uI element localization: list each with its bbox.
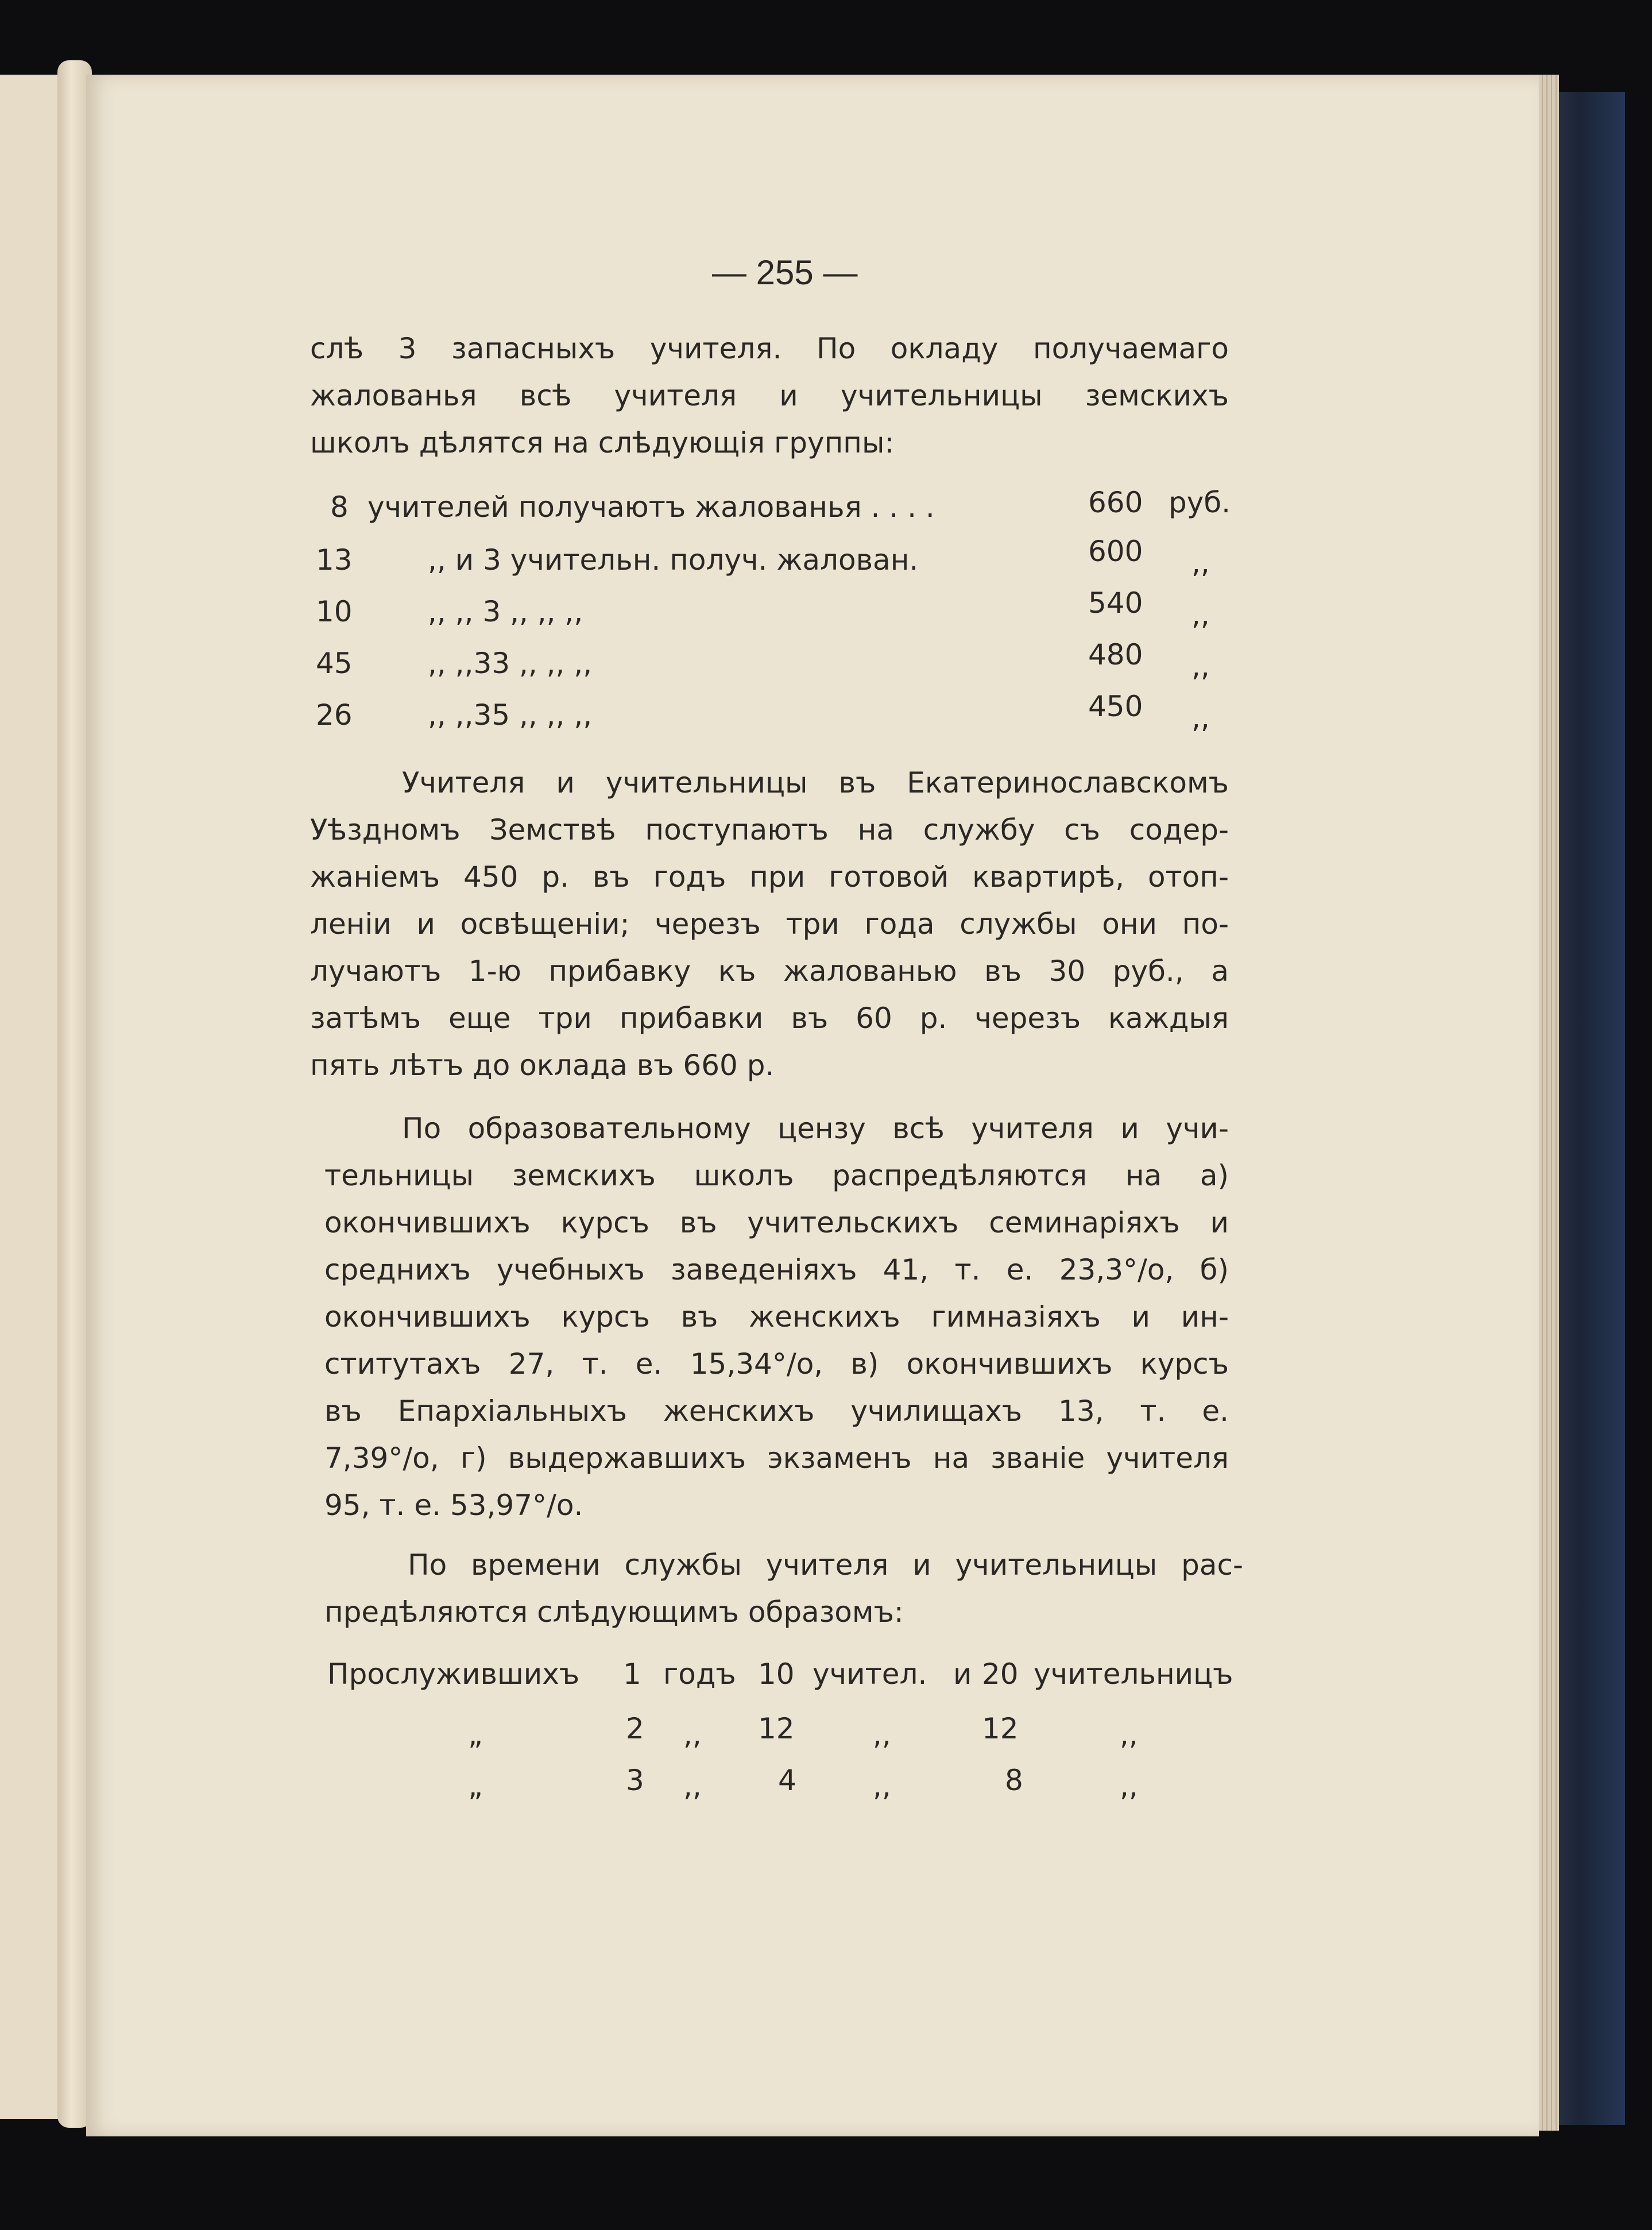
salary-count: 26 [316,698,353,732]
para3-line-6: ститутахъ 27, т. е. 15,34°/о, в) окончившихъ курсъ [324,1347,1229,1381]
para2-line-6: затѣмъ еще три прибавки въ 60 р. черезъ каждыя [310,1002,1229,1035]
salary-count: 10 [316,595,353,628]
service-teachers: 4 [778,1764,796,1797]
para3-line-5: окончившихъ курсъ въ женскихъ гимназіяхъ и ин- [324,1300,1229,1334]
salary-amount: 480 [1088,638,1143,671]
service-teachers: 12 [758,1712,795,1745]
service-label: Прослужившихъ [327,1657,580,1691]
service-years: 2 [626,1712,644,1745]
service-women-unit: ,, [1120,1769,1138,1803]
para2-line-3: жаніемъ 450 р. въ годъ при готовой квартирѣ, отоп- [310,860,1229,894]
para3-line-9: 95, т. е. 53,97°/о. [324,1489,583,1522]
service-conj: и [953,1657,972,1691]
service-years: 3 [626,1764,644,1797]
service-women-unit: учительницъ [1034,1657,1233,1691]
para4-line-1: По времени службы учителя и учительницы рас- [408,1548,1243,1582]
salary-count: 13 [316,543,353,577]
salary-unit: ,, [1191,546,1210,579]
book-cover-edge [1550,92,1625,2125]
para3-line-1: По образовательному цензу всѣ учителя и учи- [402,1112,1229,1145]
salary-unit: ,, [1191,598,1210,631]
salary-desc: ,, и 3 учительн. получ. жалован. [428,543,919,577]
salary-desc: ,, ,,35 ,, ,, ,, [428,698,593,732]
para3-line-4: среднихъ учебныхъ заведеніяхъ 41, т. е. 23,3°/о, б) [324,1253,1229,1286]
salary-desc: ,, ,,33 ,, ,, ,, [428,647,593,680]
salary-unit: руб. [1169,486,1231,519]
para1-line-1: слѣ 3 запасныхъ учителя. По окладу получаемаго [310,332,1229,365]
para3-line-7: въ Епархіальныхъ женскихъ училищахъ 13, т. е. [324,1394,1229,1428]
service-teachers-unit: ,, [873,1718,891,1751]
service-teachers-unit: ,, [873,1769,891,1803]
salary-count: 8 [330,490,349,524]
salary-amount: 660 [1088,486,1143,519]
service-label: „ [468,1718,483,1751]
salary-desc: учителей получаютъ жалованья . . . . [367,490,935,524]
service-year-unit: ,, [683,1769,702,1803]
salary-amount: 450 [1088,690,1143,723]
service-label: „ [468,1769,483,1803]
service-teachers-unit: учител. [813,1657,927,1691]
salary-count: 45 [316,647,353,680]
para2-line-1: Учителя и учительницы въ Екатеринославскомъ [402,766,1229,799]
para3-line-8: 7,39°/о, г) выдержавшихъ экзаменъ на званіе учителя [324,1441,1229,1475]
service-teachers: 10 [758,1657,795,1691]
salary-amount: 540 [1088,586,1143,620]
service-women: 20 [982,1657,1019,1691]
para1-line-3: школъ дѣлятся на слѣдующія группы: [310,426,895,459]
service-women: 12 [982,1712,1019,1745]
para1-line-2: жалованья всѣ учителя и учительницы земскихъ [310,379,1229,412]
service-women: 8 [1005,1764,1023,1797]
para2-line-2: Уѣздномъ Земствѣ поступаютъ на службу съ содер- [310,813,1229,847]
service-women-unit: ,, [1120,1718,1138,1751]
salary-unit: ,, [1191,701,1210,735]
service-year-unit: ,, [683,1718,702,1751]
salary-unit: ,, [1191,650,1210,683]
para2-line-5: лучаютъ 1-ю прибавку къ жалованью въ 30 руб., а [310,954,1229,988]
page-number: — 255 — [712,253,858,292]
para2-line-7: пять лѣтъ до оклада въ 660 р. [310,1049,775,1082]
service-years: 1 [623,1657,641,1691]
para2-line-4: леніи и освѣщеніи; черезъ три года службы они по- [310,907,1229,941]
para3-line-2: тельницы земскихъ школъ распредѣляются на а) [324,1159,1229,1192]
para3-line-3: окончившихъ курсъ въ учительскихъ семинаріяхъ и [324,1206,1229,1239]
service-year-unit: годъ [663,1657,736,1691]
salary-desc: ,, ,, 3 ,, ,, ,, [428,595,583,628]
para4-line-2: предѣляются слѣдующимъ образомъ: [324,1595,904,1629]
salary-amount: 600 [1088,535,1143,568]
